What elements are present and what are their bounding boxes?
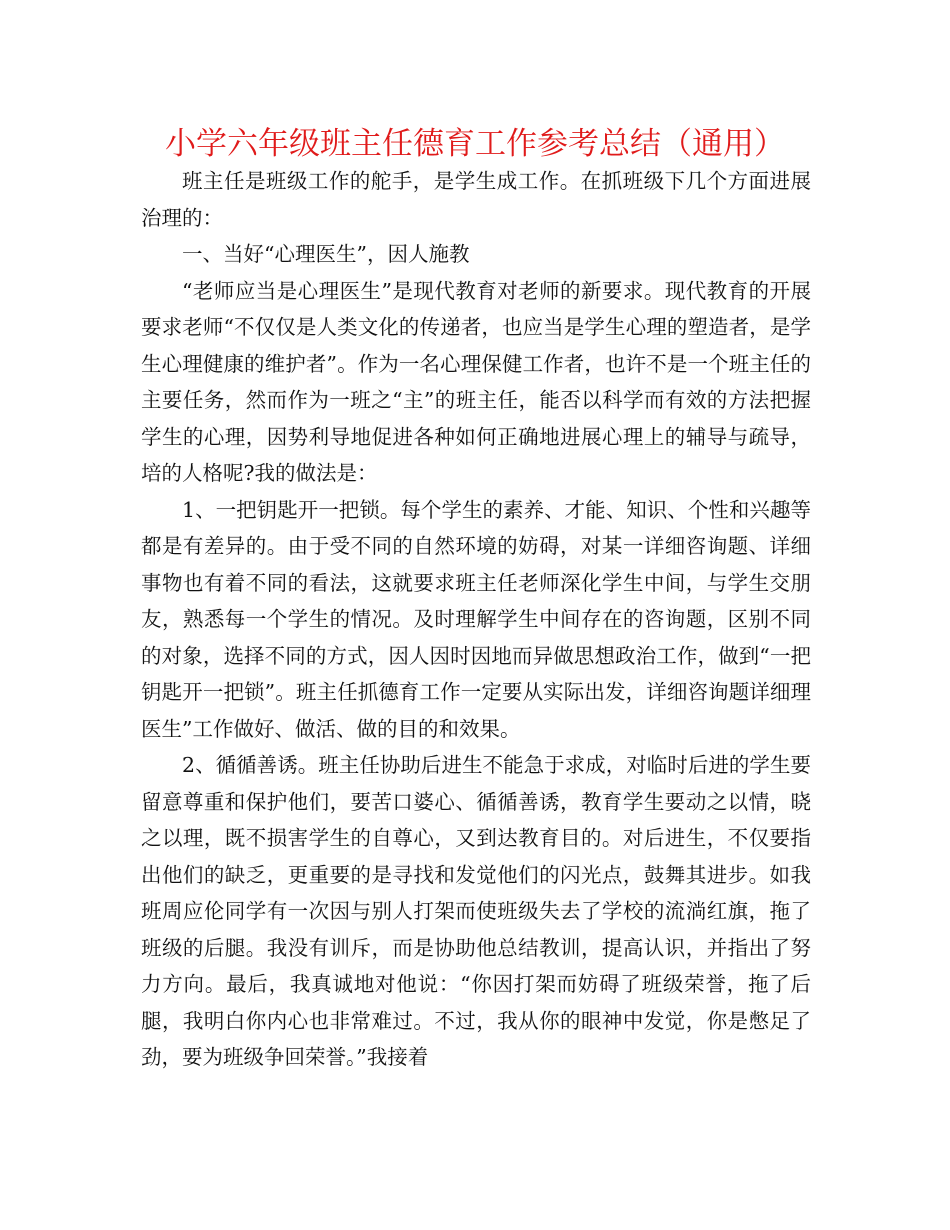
intro-paragraph: 班主任是班级工作的舵手，是学生成工作。在抓班级下几个方面进展治理的：: [141, 169, 811, 230]
section-heading-1: 一、当好“心理医生”，因人施教: [182, 242, 470, 266]
point-2-paragraph: 2、循循善诱。班主任协助后进生不能急于求成，对临时后进的学生要留意尊重和保护他们，要苦口婆心、循循善诱，教育学生要动之以情，晓之以理，既不损害学生的自尊心，又到达教育目的。对后进生，不仅要指出他们的缺乏，更重要的是寻找和发觉他们的闪光点，鼓舞其进步。如我班周应伦同学有一次因与别人打架而使班级失去了学校的流淌红旗，拖了班级的后腿。我没有训斥，而是协助他总结教训，提高认识，并指出了努力方向。最后，我真诚地对他说：“你因打架而妨碍了班级荣誉，拖了后腿，我明白你内心也非常难过。不过，我从你的眼神中发觉，你是憋足了劲，要为班级争回荣誉。”我接着: [141, 753, 811, 1069]
point-1-paragraph: 1、一把钥匙开一把锁。每个学生的素养、才能、知识、个性和兴趣等都是有差异的。由于受不同的自然环境的妨碍，对某一详细咨询题、详细事物也有着不同的看法，这就要求班主任老师深化学生中间，与学生交朋友，熟悉每一个学生的情况。及时理解学生中间存在的咨询题，区别不同的对象，选择不同的方式，因人因时因地而异做思想政治工作，做到“一把钥匙开一把锁”。班主任抓德育工作一定要从实际出发，详细咨询题详细理医生”工作做好、做活、做的目的和效果。: [141, 497, 811, 741]
section-1-paragraph: “老师应当是心理医生”是现代教育对老师的新要求。现代教育的开展要求老师“不仅仅是人类文化的传递者，也应当是学生心理的塑造者，是学生心理健康的维护者”。作为一名心理保健工作者，也许不是一个班主任的主要任务，然而作为一班之“主”的班主任，能否以科学而有效的方法把握学生的心理，因势利导地促进各种如何正确地进展心理上的辅导与疏导，培的人格呢?我的做法是：: [141, 278, 811, 485]
document-body: [141, 163, 811, 1076]
document-title: 小学六年级班主任德育工作参考总结（通用）: [165, 126, 785, 162]
